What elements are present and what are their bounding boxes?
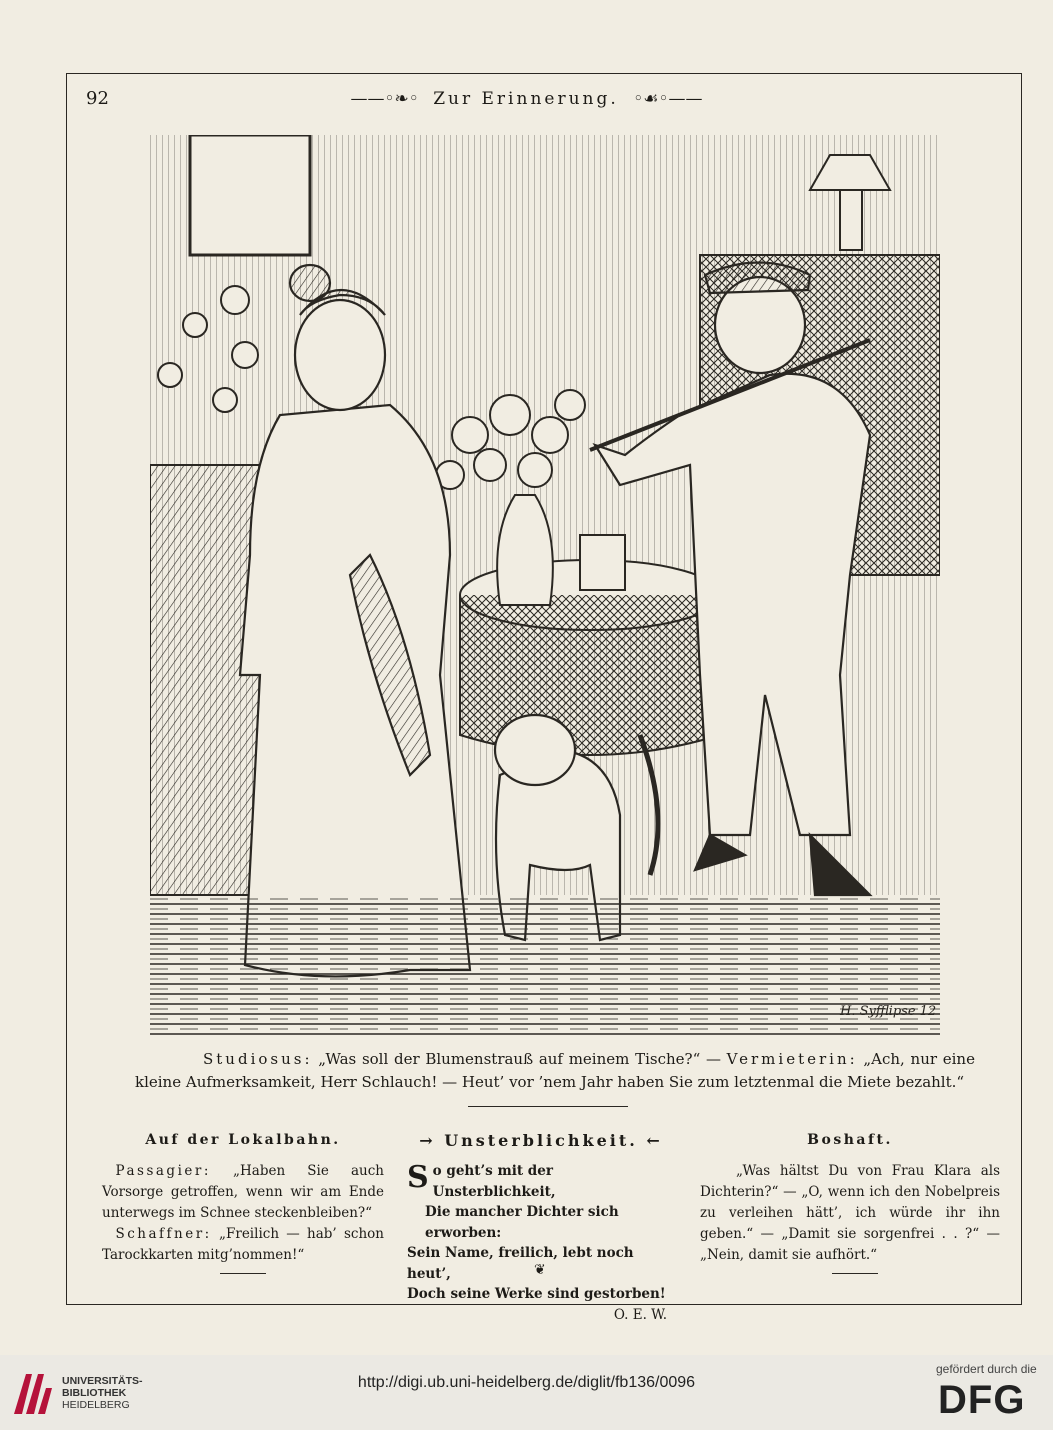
column-1-speaker-1: Passagier: [115,1163,211,1179]
ornament-right: ◦☙◦—— [633,89,703,109]
caption-speaker-2: Vermieterin: [726,1050,858,1068]
poem [407,1161,675,1325]
column-2-title-wrap [407,1130,675,1151]
column-1-title: Auf der Lokalbahn. [145,1132,341,1148]
caption-speaker-1: Studiosus: [203,1050,313,1068]
column-lokalbahn [102,1130,384,1266]
column-3-text: „Was hältst Du von Frau Klara als Dichterin?“ — „O, wenn ich den Nobelpreis zu verleihen hätt’, ich würde ihr ihn geben.“ — „Damit sie sorgenfrei . . ?“ — „Nein, damit sie aufhört.“ [700,1163,1000,1263]
column-3-title: Boshaft. [807,1132,893,1148]
viewer-footer [0,1355,1053,1430]
wall-picture-frame [190,135,310,255]
artist-signature: H. Syfflipse 12 [840,1004,937,1019]
institution-line-2: BIBLIOTHEK [62,1387,127,1399]
caption-line-1: „Was soll der Blumenstrauß auf meinem Tische?“ — [318,1050,727,1068]
column-3-end-rule [832,1273,878,1274]
poem-line-2: Die mancher Dichter sich erworben: [425,1204,619,1241]
cartoon-caption [135,1048,975,1094]
poem-line-4: Doch seine Werke sind gestorben! [407,1286,666,1302]
column-1-text-2 [102,1224,384,1266]
caption-line-2: „Ach, nur eine kleine Aufmerksamkeit, Herr Schlauch! — Heut’ vor ’nem Jahr haben Sie zum letztenmal die Miete bezahlt.“ [135,1050,975,1091]
cartoon-illustration [150,135,940,1035]
funding-text: gefördert durch die [936,1362,1037,1376]
column-1-quote-1: „Haben Sie auch Vorsorge getroffen, wenn wir am Ende unterwegs im Schnee steckenbleiben?“ [102,1163,384,1221]
drop-cap: S [407,1160,429,1195]
page-number: 92 [86,88,109,109]
floor [150,895,940,1035]
column-1-speaker-2: Schaffner: [115,1226,212,1242]
bottom-ornament: ❦ [534,1262,546,1278]
column-1-end-rule [220,1273,266,1274]
poem-line-3: Sein Name, freilich, lebt noch heut’, [407,1245,634,1282]
sofa [150,465,260,895]
column-1-quote-2: „Freilich — hab’ schon Tarockkarten mitg’nommen!“ [102,1226,384,1263]
ornament-left: ——◦❧◦ [350,89,419,109]
running-head [0,89,1053,109]
center-divider [468,1106,628,1107]
column-unsterblichkeit [407,1130,675,1325]
poem-signature: O. E. W. [613,1306,667,1323]
title-arrow-left: → [419,1131,436,1150]
poem-line-1: o geht’s mit der Unsterblichkeit, [432,1163,556,1200]
institution-line-1: UNIVERSITÄTS- [62,1375,143,1387]
column-1-text-1 [102,1161,384,1224]
page-url-link[interactable]: http://digi.ub.uni-heidelberg.de/diglit/fb136/0096 [357,1374,696,1391]
dfg-logo: DFG [938,1378,1026,1422]
column-boshaft [700,1130,1000,1266]
title-arrow-right: ← [646,1131,663,1150]
institution-line-3: HEIDELBERG [62,1399,130,1411]
running-head-title: Zur Erinnerung. [433,89,619,109]
column-2-title: Unsterblichkeit. [444,1131,638,1150]
